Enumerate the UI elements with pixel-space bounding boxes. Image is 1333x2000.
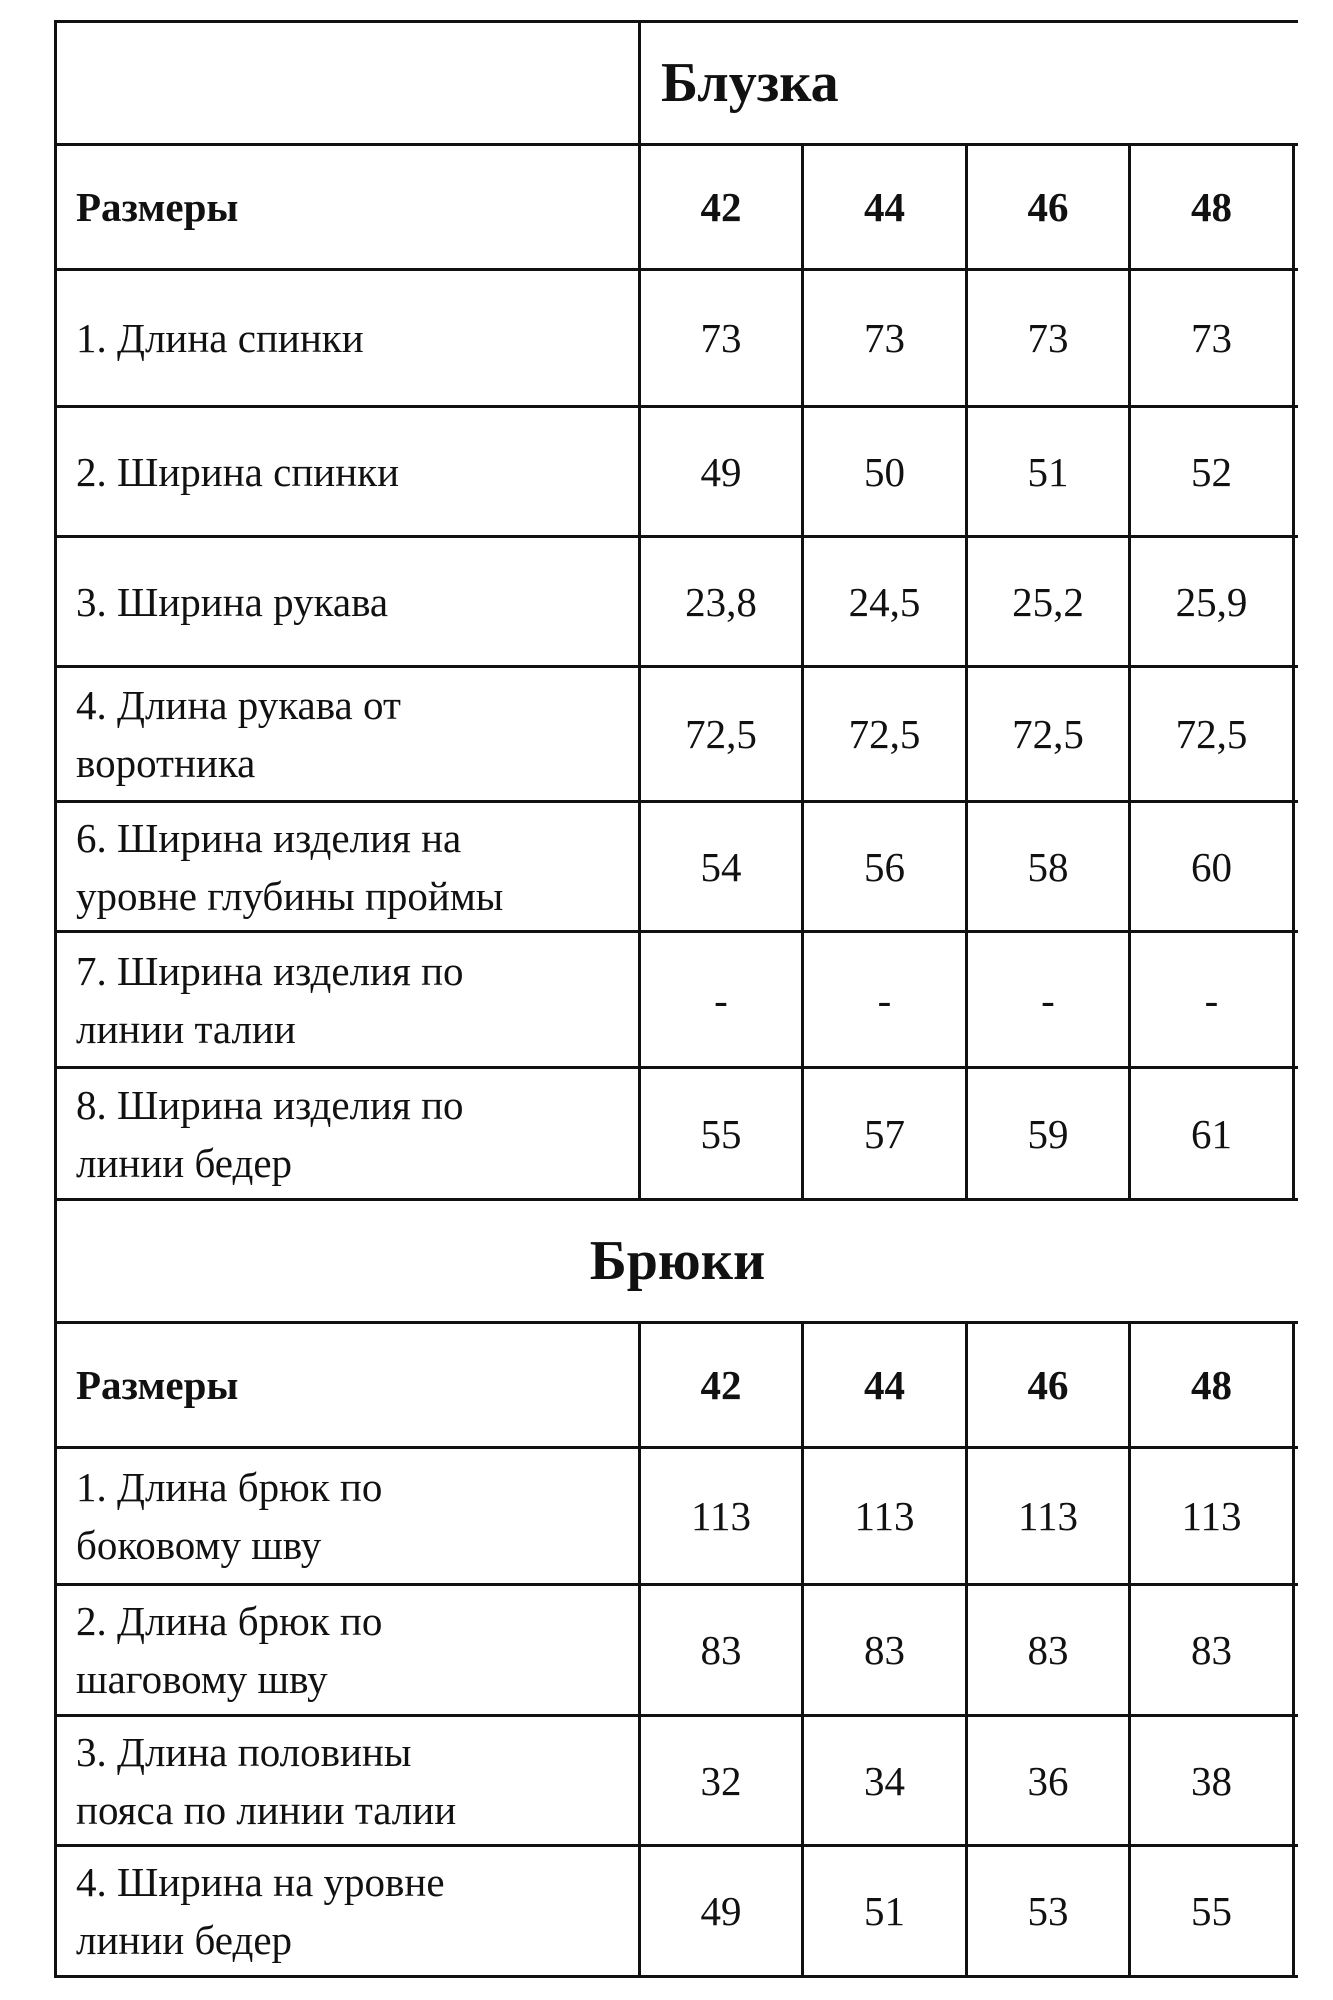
blouse-value-cell: 59	[1027, 1110, 1069, 1157]
trousers-header-label: Размеры	[76, 1362, 239, 1408]
blouse-size-44: 44	[864, 184, 905, 230]
blouse-title	[641, 23, 1298, 143]
trousers-row-label	[57, 1847, 638, 1975]
blouse-value-cell: 61	[1191, 1110, 1232, 1157]
blouse-value-cell: 72,5	[848, 711, 921, 757]
blouse-row-label-text: 3. Ширина рукава	[76, 578, 389, 625]
trousers-value-cell: 49	[700, 1888, 742, 1934]
trousers-value-cell: 34	[864, 1757, 905, 1804]
blouse-value-cell: 23,8	[685, 578, 757, 625]
blouse-row-label	[57, 538, 638, 665]
trousers-value-cell: 83	[864, 1627, 905, 1673]
trousers-row-label-text: 4. Ширина на уровне линии бедер	[76, 1859, 445, 1963]
blouse-row-label	[57, 271, 638, 405]
blouse-row-label	[57, 803, 638, 930]
blouse-value-cell: 52	[1191, 448, 1232, 495]
trousers-value-cell: 32	[700, 1757, 742, 1804]
blouse-value-cell: 72,5	[1175, 711, 1248, 757]
trousers-title	[57, 1201, 1298, 1321]
blouse-column-divider	[1292, 143, 1295, 1201]
blouse-value-cell: 24,5	[848, 578, 921, 625]
blouse-row-label	[57, 668, 638, 800]
trousers-value-cell: 38	[1191, 1757, 1232, 1804]
blouse-title-text: Блузка	[661, 52, 839, 114]
trousers-value-cell: 113	[854, 1493, 915, 1539]
trousers-size-46: 46	[1027, 1362, 1069, 1408]
blouse-value-cell: 72,5	[1012, 711, 1084, 757]
blouse-value-cell: 73	[1191, 315, 1232, 361]
trousers-row-label	[57, 1586, 638, 1714]
blouse-value-cell: 25,9	[1175, 578, 1248, 625]
blouse-row-label-text: 1. Длина спинки	[76, 315, 364, 361]
trousers-value-cell: 113	[1018, 1493, 1078, 1539]
trousers-row-border	[54, 1975, 1298, 1978]
trousers-value-cell: 83	[1027, 1627, 1069, 1673]
trousers-row-label	[57, 1449, 638, 1583]
blouse-size-48: 48	[1191, 184, 1232, 230]
trousers-row-label-text: 3. Длина половины пояса по линии талии	[76, 1728, 457, 1833]
blouse-value-cell: 51	[1027, 448, 1069, 495]
blouse-row-label-text: 8. Ширина изделия по линии бедер	[76, 1081, 464, 1186]
trousers-column-divider	[1292, 1321, 1295, 1978]
blouse-value-cell: 25,2	[1012, 578, 1084, 625]
blouse-size-42: 42	[700, 184, 742, 230]
trousers-row-label-text: 2. Длина брюк по шаговому шву	[76, 1598, 383, 1702]
trousers-value-cell: 51	[864, 1888, 905, 1934]
trousers-size-44: 44	[864, 1362, 905, 1408]
blouse-value-cell: -	[1204, 976, 1219, 1023]
trousers-value-cell: 83	[1191, 1627, 1232, 1673]
blouse-row-label	[57, 1069, 638, 1198]
blouse-value-cell: 60	[1191, 843, 1232, 890]
blouse-row-label-text: 2. Ширина спинки	[76, 448, 400, 495]
blouse-value-cell: -	[714, 976, 728, 1023]
trousers-value-cell: 53	[1027, 1888, 1069, 1934]
trousers-value-cell: 83	[700, 1627, 742, 1673]
blouse-value-cell: 56	[864, 843, 905, 890]
blouse-value-cell: 55	[700, 1110, 742, 1157]
trousers-value-cell: 36	[1027, 1757, 1069, 1804]
blouse-size-46: 46	[1027, 184, 1069, 230]
trousers-row-label	[57, 1717, 638, 1844]
blouse-value-cell: 58	[1027, 843, 1069, 890]
blouse-value-cell: 57	[864, 1110, 905, 1157]
blouse-row-label-text: 4. Длина рукава от воротника	[76, 682, 401, 786]
trousers-title-text: Брюки	[589, 1230, 766, 1292]
blouse-value-cell: -	[877, 976, 892, 1023]
blouse-value-cell: 54	[700, 843, 742, 890]
blouse-row-label-text: 6. Ширина изделия на уровне глубины проймы	[76, 814, 504, 919]
blouse-value-cell: 73	[864, 315, 905, 361]
trousers-value-cell: 55	[1191, 1888, 1232, 1934]
trousers-row-label-text: 1. Длина брюк по боковому шву	[76, 1464, 383, 1568]
blouse-row-label	[57, 408, 638, 535]
trousers-value-cell: 113	[691, 1493, 751, 1539]
blouse-row-label-text: 7. Ширина изделия по линии талии	[76, 947, 464, 1052]
blouse-row-label	[57, 933, 638, 1066]
blouse-value-cell: 50	[864, 448, 905, 495]
blouse-value-cell: 49	[700, 448, 742, 495]
blouse-value-cell: 72,5	[685, 711, 757, 757]
trousers-size-48: 48	[1191, 1362, 1232, 1408]
blouse-value-cell: -	[1041, 976, 1055, 1023]
trousers-size-42: 42	[700, 1362, 742, 1408]
blouse-value-cell: 73	[700, 315, 742, 361]
blouse-header-label: Размеры	[76, 184, 239, 230]
blouse-value-cell: 73	[1027, 315, 1069, 361]
trousers-value-cell: 113	[1181, 1493, 1242, 1539]
